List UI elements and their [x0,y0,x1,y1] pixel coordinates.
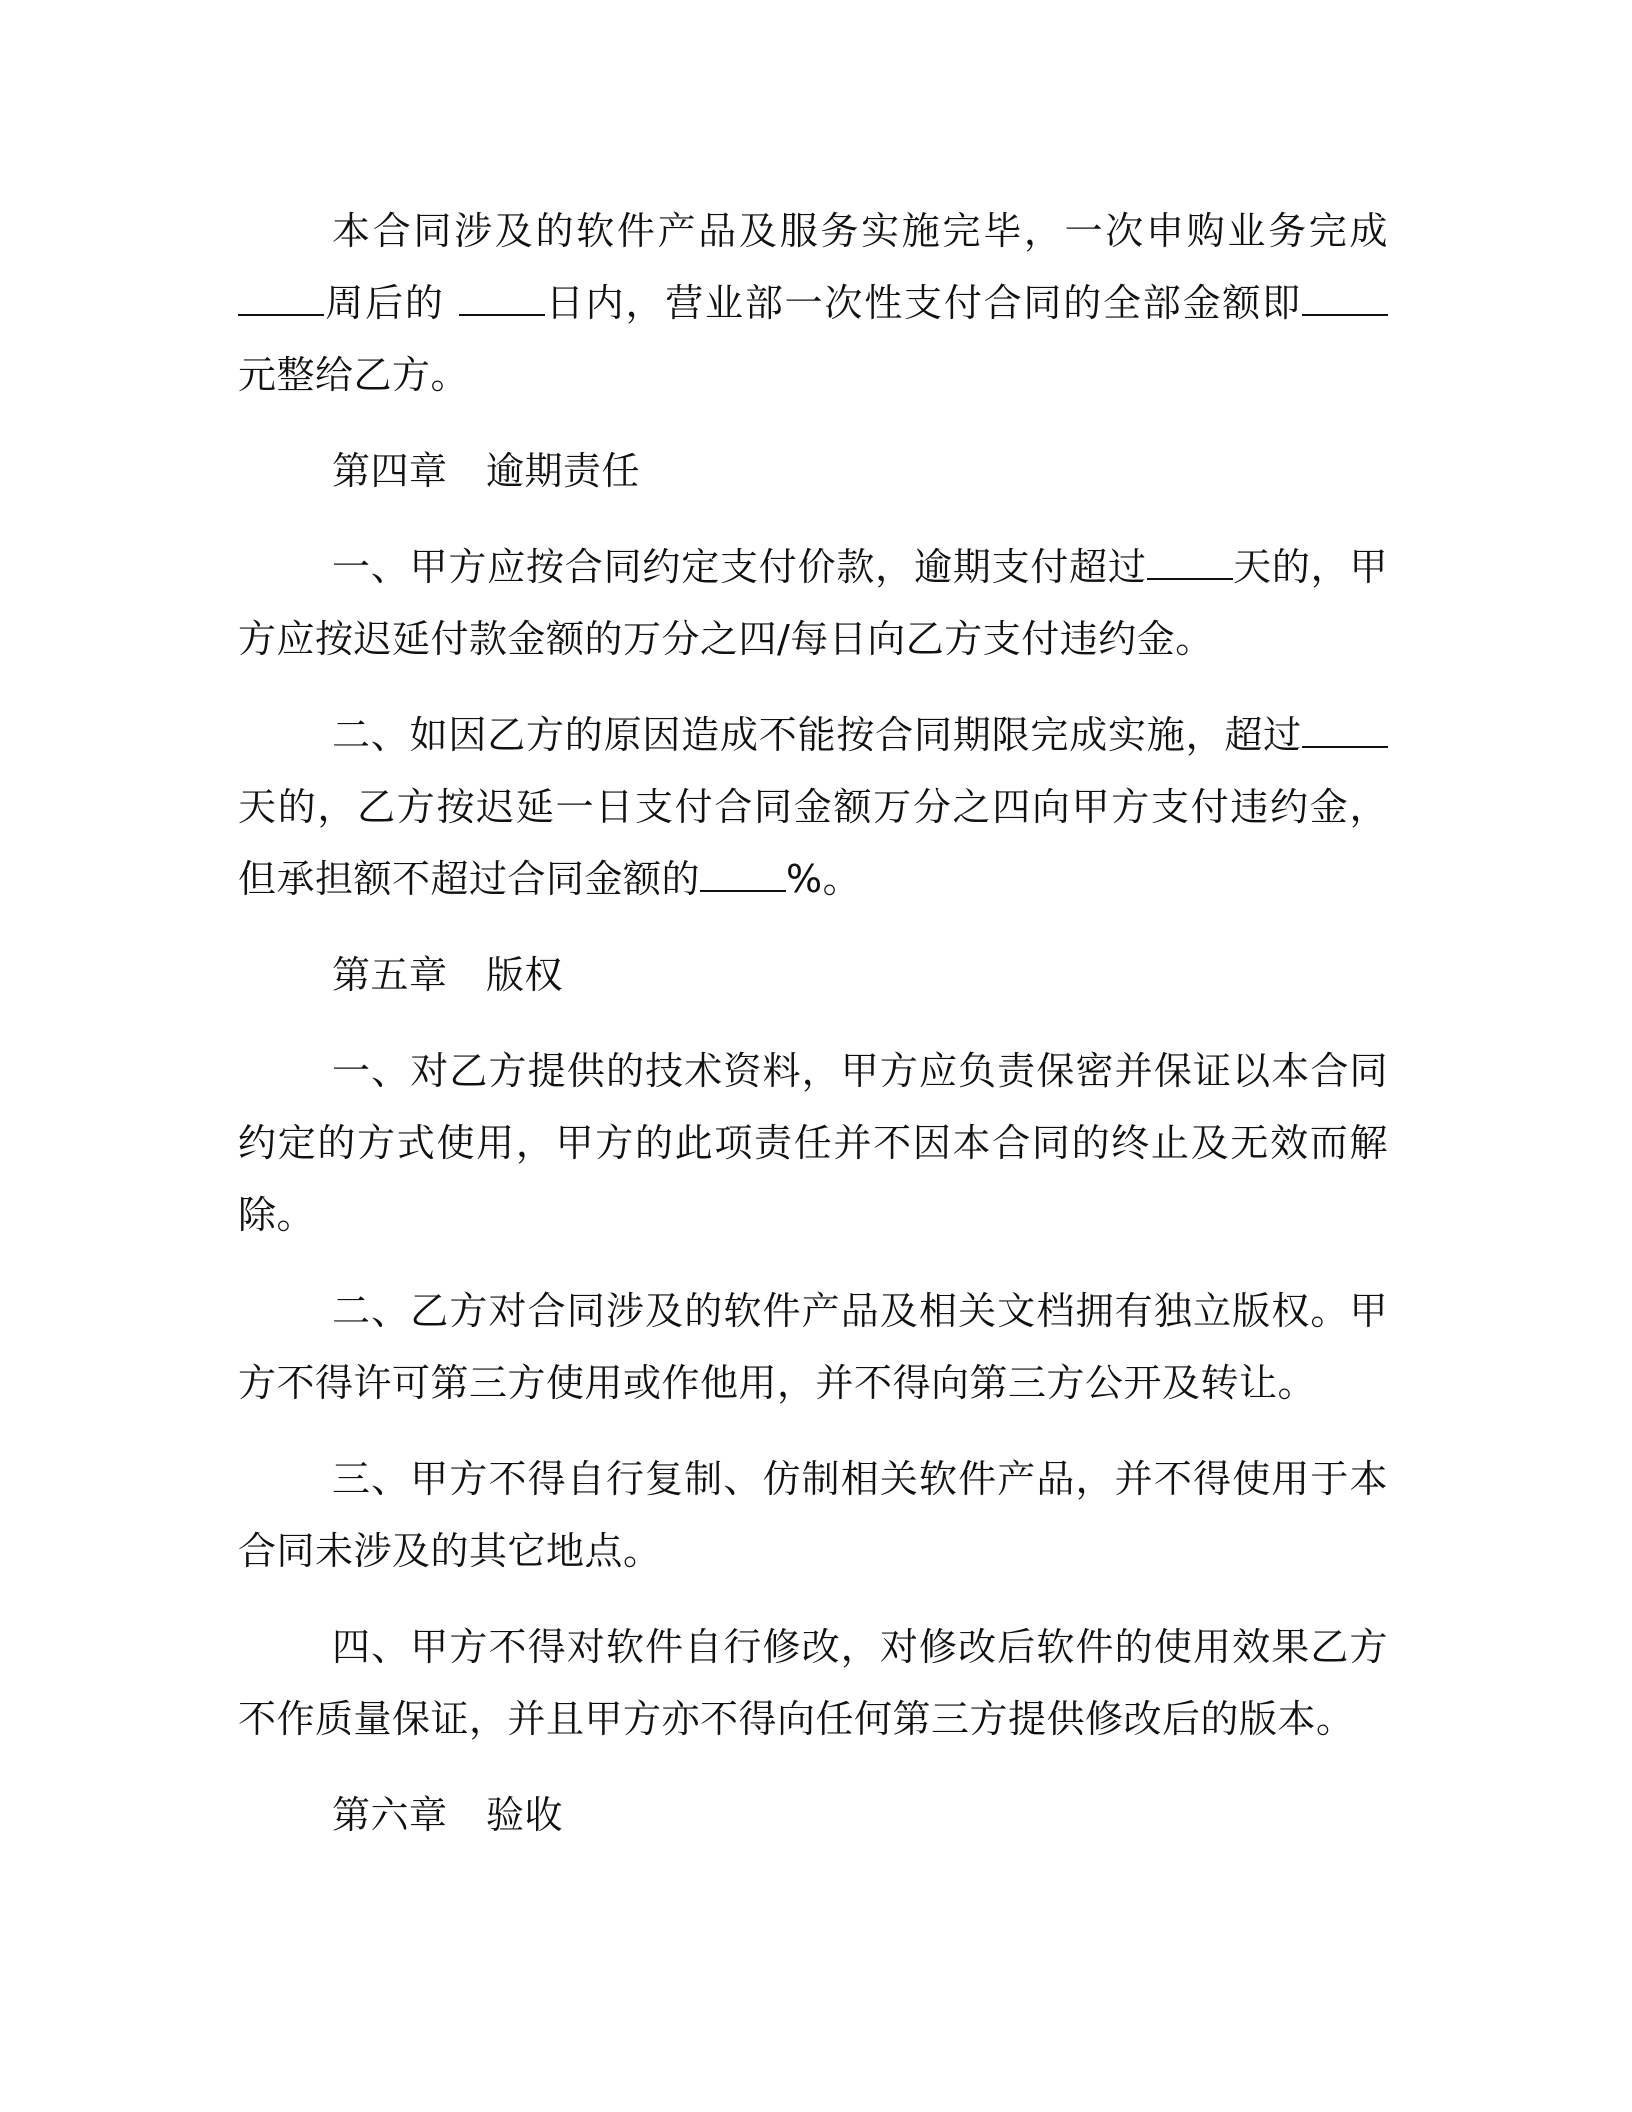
chapter-5-heading: 第五章 版权 [332,953,564,997]
overdue-days-blank [1147,548,1233,580]
clause-text: %。 [786,857,862,901]
payment-paragraph [238,195,1388,411]
chapter-5-clause-3: 三、甲方不得自行复制、仿制相关软件产品，并不得使用于本合同未涉及的其它地点。 [238,1457,1388,1573]
payment-text-4: 元整给乙方。 [238,353,470,397]
chapter-4-clause-1 [238,531,1388,675]
chapter-5-clause-4: 四、甲方不得对软件自行修改，对修改后软件的使用效果乙方不作质量保证，并且甲方亦不得向任何第三方提供修改后的版本。 [238,1625,1388,1741]
clause-text: 天的，甲方应按迟延付款金额的万分之四/每日向乙方支付违约金。 [238,545,1388,661]
amount-blank [1302,284,1388,316]
payment-text-2: 周后的 [324,281,459,325]
weeks-blank [238,284,324,316]
payment-text-1: 本合同涉及的软件产品及服务实施完毕，一次申购业务完成 [332,209,1388,253]
clause-text: 二、如因乙方的原因造成不能按合同期限完成实施，超过 [332,713,1302,757]
days-blank [459,284,545,316]
chapter-5-clause-1: 一、对乙方提供的技术资料，甲方应负责保密并保证以本合同约定的方式使用，甲方的此项责任并不因本合同的终止及无效而解除。 [238,1049,1388,1237]
chapter-5-clause-2: 二、乙方对合同涉及的软件产品及相关文档拥有独立版权。甲方不得许可第三方使用或作他用，并不得向第三方公开及转让。 [238,1289,1388,1405]
clause-text: 一、甲方应按合同约定支付价款，逾期支付超过 [332,545,1147,589]
percent-blank [700,860,786,892]
document-page [238,195,1388,1875]
chapter-4-heading: 第四章 逾期责任 [332,449,641,493]
chapter-6-heading: 第六章 验收 [332,1793,564,1837]
delay-days-blank [1302,716,1388,748]
chapter-4-clause-2 [238,699,1388,915]
clause-text: 天的，乙方按迟延一日支付合同金额万分之四向甲方支付违约金，但承担额不超过合同金额的 [238,785,1388,901]
payment-text-3: 日内，营业部一次性支付合同的全部金额即 [544,281,1302,325]
